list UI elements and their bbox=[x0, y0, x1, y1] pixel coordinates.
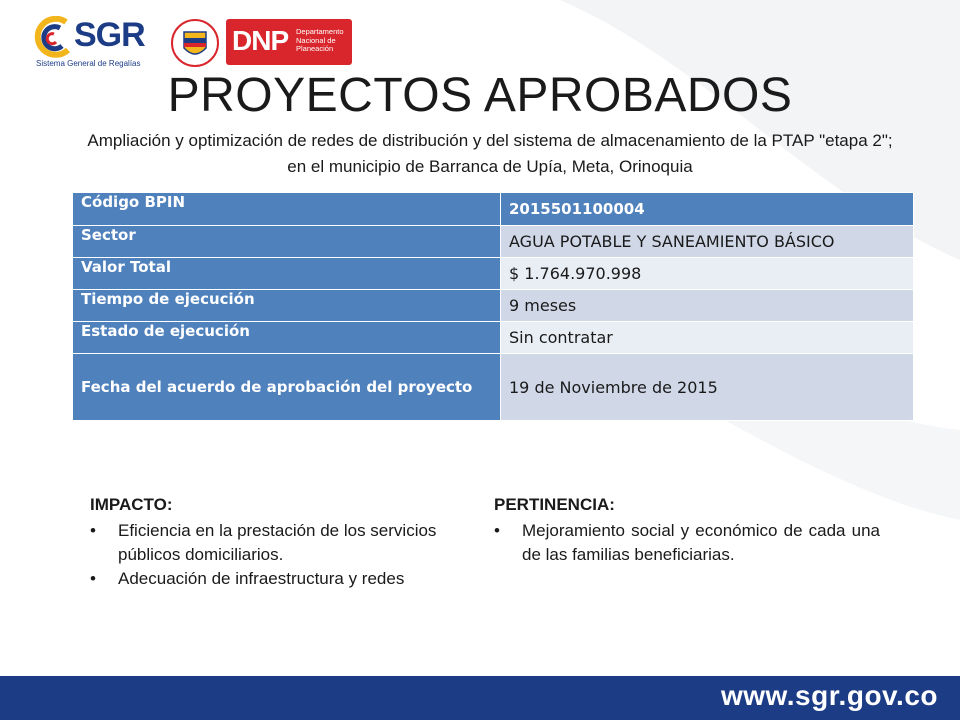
sgr-logo bbox=[30, 14, 148, 70]
pertinence-heading: PERTINENCIA: bbox=[494, 495, 615, 514]
impact-section bbox=[90, 493, 460, 591]
table-row-sector bbox=[73, 226, 914, 258]
impact-item-text: Adecuación de infraestructura y redes bbox=[118, 569, 405, 588]
impact-list bbox=[90, 519, 460, 591]
row-label: Tiempo de ejecución bbox=[73, 290, 501, 322]
row-label: Fecha del acuerdo de aprobación del proyecto bbox=[73, 354, 501, 421]
bullet-icon: • bbox=[90, 521, 96, 540]
pertinence-list bbox=[494, 519, 880, 567]
list-item bbox=[90, 519, 460, 567]
impact-item-text: Eficiencia en la prestación de los servicios públicos domiciliarios. bbox=[118, 521, 437, 564]
row-value: Sin contratar bbox=[501, 322, 914, 354]
row-label: Valor Total bbox=[73, 258, 501, 290]
dnp-full-name: Departamento Nacional de Planeación bbox=[296, 27, 344, 53]
bullet-icon: • bbox=[90, 569, 96, 588]
colombia-crest-icon bbox=[170, 16, 220, 70]
row-label: Estado de ejecución bbox=[73, 322, 501, 354]
pertinence-item-text: Mejoramiento social y económico de cada una de las familias beneficiarias. bbox=[522, 521, 880, 564]
page-title: PROYECTOS APROBADOS bbox=[167, 69, 793, 122]
impact-heading: IMPACTO: bbox=[90, 495, 173, 514]
table-row-total-value bbox=[73, 258, 914, 290]
list-item bbox=[494, 519, 880, 567]
table-row-approval-date bbox=[73, 354, 914, 421]
bullet-icon: • bbox=[494, 521, 500, 540]
footer-bar bbox=[0, 676, 960, 720]
sgr-tagline: Sistema General de Regalías bbox=[36, 59, 141, 68]
table-row-execution-time bbox=[73, 290, 914, 322]
dnp-logo bbox=[170, 16, 356, 72]
row-value: $ 1.764.970.998 bbox=[501, 258, 914, 290]
sgr-emblem-icon bbox=[30, 16, 74, 60]
website-url: www.sgr.gov.co bbox=[720, 680, 938, 711]
pertinence-section bbox=[494, 493, 880, 567]
project-description: Ampliación y optimización de redes de distribución y del sistema de almacenamiento de la PTAP "etapa 2"; en el municipio de Barranca de Upía, Meta, Orinoquia bbox=[87, 131, 893, 176]
dnp-abbreviation: DNP bbox=[232, 25, 289, 56]
table-row-bpin bbox=[73, 193, 914, 226]
sgr-wordmark: SGR bbox=[74, 16, 145, 54]
row-value: 2015501100004 bbox=[501, 193, 914, 226]
row-value: AGUA POTABLE Y SANEAMIENTO BÁSICO bbox=[501, 226, 914, 258]
list-item bbox=[90, 567, 460, 591]
table-row-execution-status bbox=[73, 322, 914, 354]
row-value: 19 de Noviembre de 2015 bbox=[501, 354, 914, 421]
row-label: Código BPIN bbox=[73, 193, 501, 226]
project-info-table bbox=[72, 192, 914, 421]
row-value: 9 meses bbox=[501, 290, 914, 322]
row-label: Sector bbox=[73, 226, 501, 258]
